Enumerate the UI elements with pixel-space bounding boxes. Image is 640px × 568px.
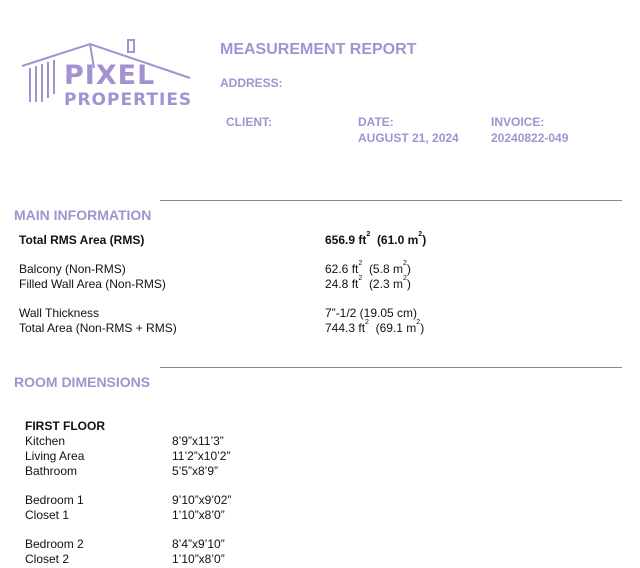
row-label: Balcony (Non-RMS) (19, 262, 126, 276)
room-dims: 8’9”x11’3” (172, 434, 224, 448)
room-name: Closet 1 (25, 508, 70, 522)
room-name: Kitchen (25, 434, 66, 448)
room-name: Closet 2 (25, 552, 70, 566)
row-value: 62.6 $ft^2$ (5.8 $m^2$) (325, 260, 411, 276)
main-information-heading: MAIN INFORMATION (14, 207, 152, 223)
room-name: Bathroom (25, 464, 78, 478)
date-value: AUGUST 21, 2024 (358, 131, 459, 145)
room-name: Bedroom 1 (25, 493, 84, 507)
row-label: Wall Thickness (19, 306, 100, 320)
section-divider (160, 200, 622, 201)
room-dims: 5’5”x8’9” (172, 464, 219, 478)
room-dims: 1’10”x8’0” (172, 552, 225, 566)
address-label: ADDRESS: (220, 76, 283, 90)
floor-label: FIRST FLOOR (25, 419, 105, 433)
logo-text-pixel: PIXEL (64, 60, 156, 91)
room-dimensions-heading: ROOM DIMENSIONS (14, 374, 151, 390)
logo-text-properties: PROPERTIES (64, 90, 193, 110)
company-logo (20, 38, 196, 112)
row-value: 656.9 $ft^2$ (61.0 $m^2$) (325, 231, 427, 247)
row-value: 744.3 $ft^2$ (69.1 $m^2$) (325, 319, 425, 335)
room-dims: 9’10”x9’02” (172, 493, 232, 507)
invoice-label: INVOICE: (491, 115, 545, 129)
row-value: 7”-1/2 (19.05 cm) (325, 306, 418, 320)
row-label: Filled Wall Area (Non-RMS) (19, 277, 166, 291)
report-title: MEASUREMENT REPORT (220, 41, 417, 58)
row-label: Total RMS Area (RMS) (19, 233, 145, 247)
invoice-value: 20240822-049 (491, 131, 569, 145)
section-divider (160, 367, 622, 368)
client-label: CLIENT: (226, 115, 272, 129)
room-dims: 8’4”x9’10” (172, 537, 225, 551)
room-dims: 1’10”x8’0” (172, 508, 225, 522)
date-label: DATE: (358, 115, 394, 129)
room-name: Living Area (25, 449, 85, 463)
row-label: Total Area (Non-RMS + RMS) (19, 321, 177, 335)
room-name: Bedroom 2 (25, 537, 84, 551)
row-value: 24.8 $ft^2$ (2.3 $m^2$) (325, 275, 411, 291)
room-dims: 11’2”x10’2” (172, 449, 231, 463)
